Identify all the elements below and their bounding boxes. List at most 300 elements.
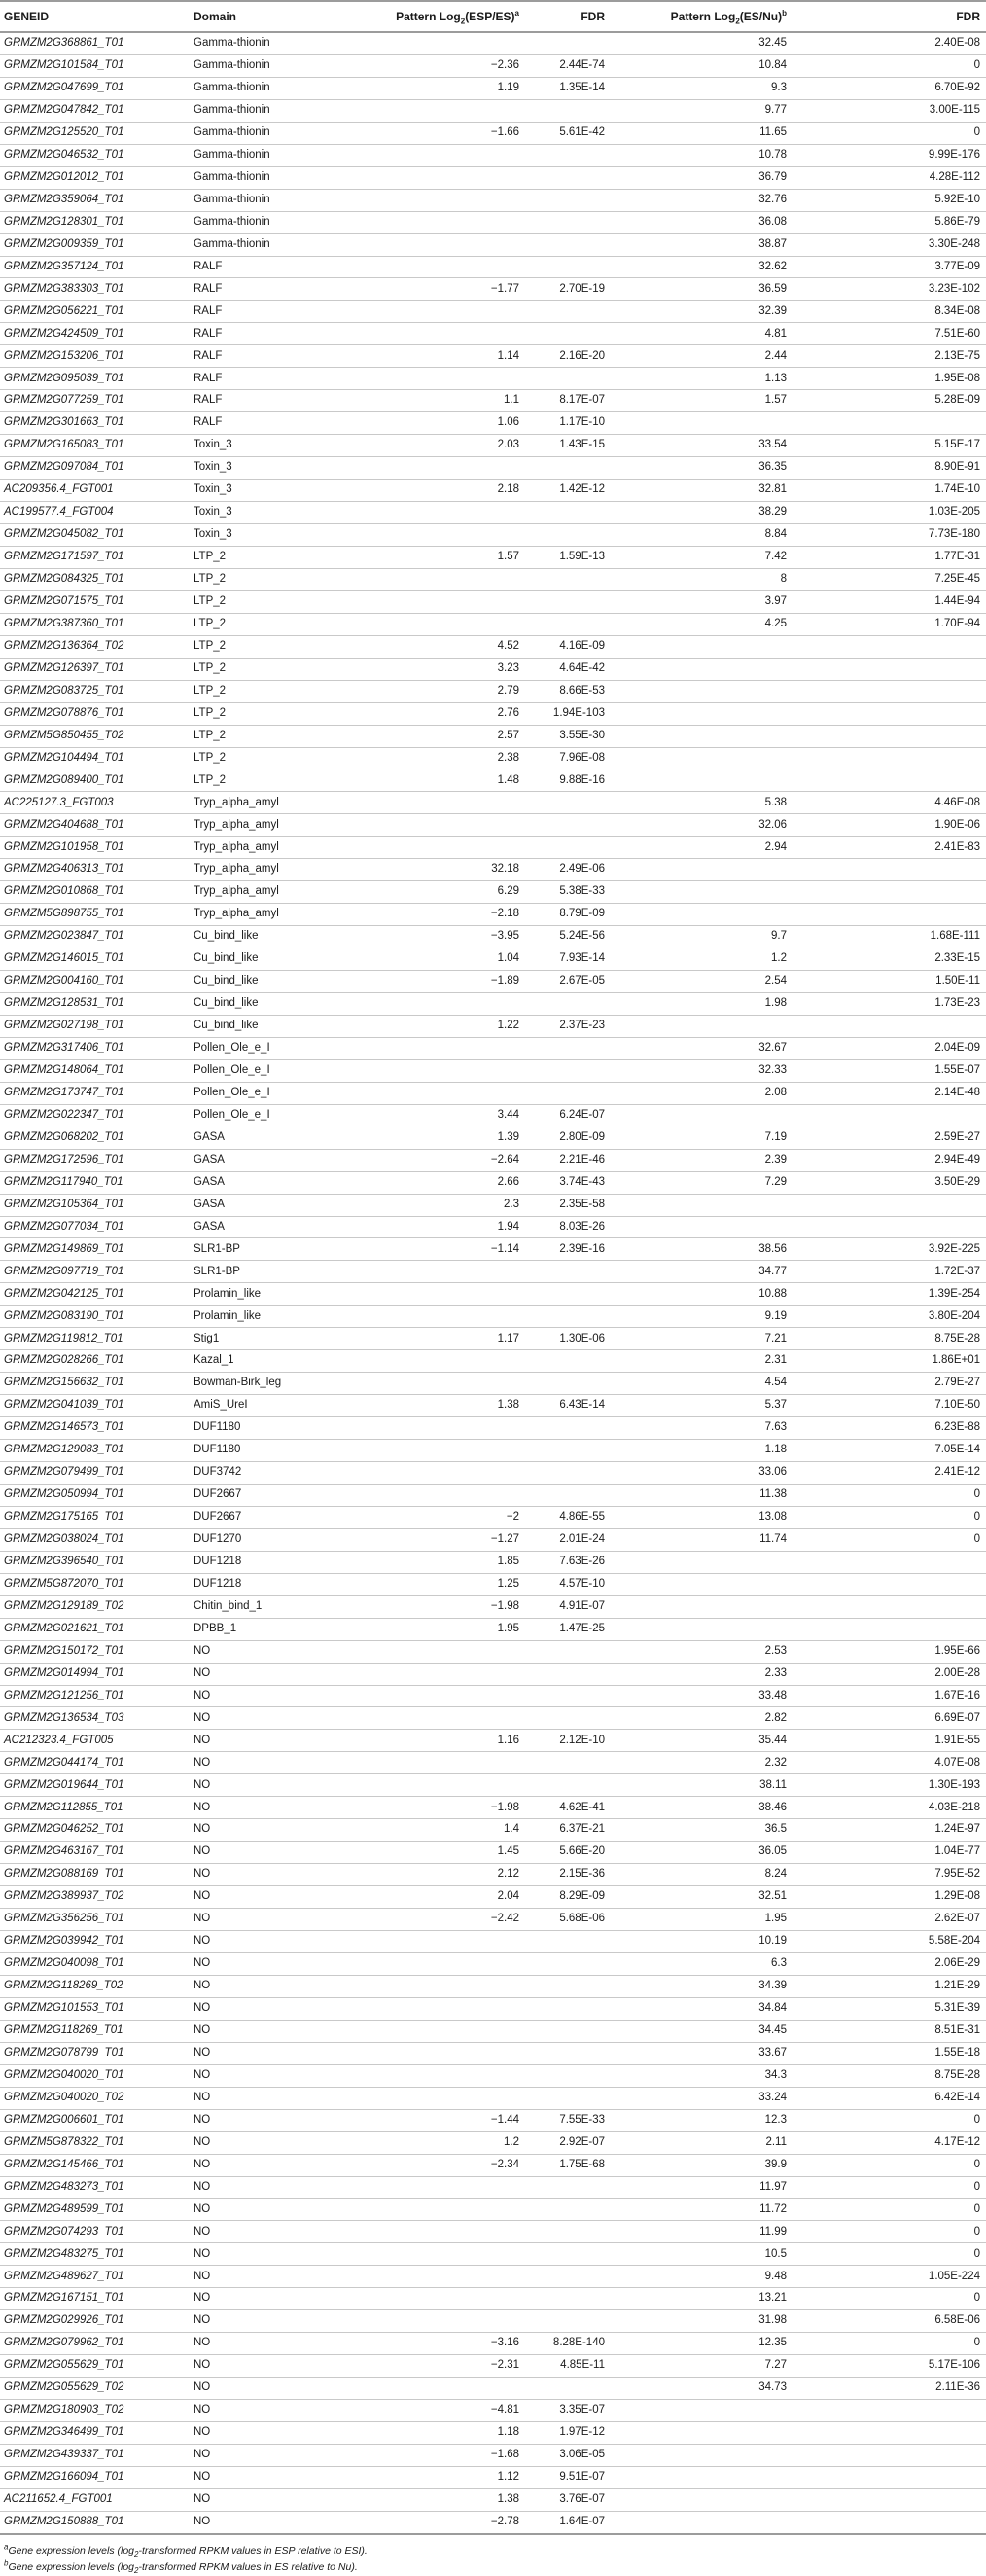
- table-row: [0, 390, 986, 412]
- cell-fdr-1: 8.03E-26: [525, 1216, 611, 1238]
- cell-fdr-2: 5.17E-106: [792, 2355, 986, 2378]
- cell-geneid: GRMZM2G156632_T01: [0, 1373, 190, 1395]
- cell-fdr-1: [525, 457, 611, 480]
- cell-domain: NO: [190, 1797, 374, 1819]
- cell-domain: NO: [190, 2488, 374, 2511]
- table-row: [0, 1395, 986, 1417]
- cell-pattern-es-nu: 9.3: [611, 77, 792, 99]
- cell-fdr-2: 0: [792, 54, 986, 77]
- cell-fdr-2: 1.30E-193: [792, 1774, 986, 1797]
- cell-geneid: AC211652.4_FGT001: [0, 2488, 190, 2511]
- table-row: [0, 613, 986, 635]
- cell-fdr-2: 2.13E-75: [792, 345, 986, 368]
- cell-geneid: GRMZM2G165083_T01: [0, 435, 190, 457]
- cell-pattern-es-nu: 38.56: [611, 1238, 792, 1261]
- cell-geneid: GRMZM2G079499_T01: [0, 1462, 190, 1485]
- table-row: [0, 948, 986, 971]
- cell-fdr-2: 6.42E-14: [792, 2087, 986, 2109]
- cell-fdr-1: [525, 1462, 611, 1485]
- cell-domain: NO: [190, 2087, 374, 2109]
- cell-fdr-1: [525, 189, 611, 211]
- cell-pattern-esp-es: [374, 166, 525, 189]
- table-row: [0, 1283, 986, 1306]
- table-row: [0, 368, 986, 390]
- cell-fdr-2: [792, 2488, 986, 2511]
- cell-geneid: GRMZM2G039942_T01: [0, 1931, 190, 1953]
- cell-geneid: GRMZM2G439337_T01: [0, 2444, 190, 2466]
- cell-geneid: GRMZM2G146573_T01: [0, 1417, 190, 1440]
- cell-domain: Cu_bind_like: [190, 948, 374, 971]
- cell-fdr-2: 1.95E-66: [792, 1640, 986, 1663]
- table-row: [0, 480, 986, 502]
- cell-fdr-1: [525, 1707, 611, 1730]
- cell-pattern-esp-es: [374, 1440, 525, 1462]
- cell-fdr-2: 8.75E-28: [792, 2064, 986, 2087]
- cell-pattern-es-nu: 36.59: [611, 278, 792, 301]
- cell-fdr-1: [525, 502, 611, 524]
- cell-fdr-2: 1.72E-37: [792, 1261, 986, 1283]
- cell-domain: DUF2667: [190, 1484, 374, 1506]
- table-row: [0, 1886, 986, 1909]
- cell-fdr-1: [525, 2020, 611, 2042]
- cell-fdr-1: 2.15E-36: [525, 1864, 611, 1886]
- cell-domain: RALF: [190, 390, 374, 412]
- table-row: [0, 1528, 986, 1551]
- cell-domain: NO: [190, 2176, 374, 2199]
- cell-pattern-esp-es: −4.81: [374, 2400, 525, 2422]
- cell-domain: Pollen_Ole_e_I: [190, 1082, 374, 1104]
- cell-fdr-1: [525, 323, 611, 345]
- cell-pattern-es-nu: 7.42: [611, 546, 792, 568]
- table-row: [0, 1261, 986, 1283]
- cell-geneid: GRMZM2G125520_T01: [0, 122, 190, 144]
- cell-fdr-1: [525, 2378, 611, 2400]
- cell-geneid: GRMZM2G483275_T01: [0, 2243, 190, 2266]
- cell-geneid: GRMZM2G038024_T01: [0, 1528, 190, 1551]
- cell-domain: Cu_bind_like: [190, 992, 374, 1015]
- table-row: [0, 2511, 986, 2533]
- table-row: [0, 1306, 986, 1328]
- table-row: [0, 1595, 986, 1618]
- cell-domain: DUF3742: [190, 1462, 374, 1485]
- cell-pattern-esp-es: 1.85: [374, 1551, 525, 1573]
- cell-domain: RALF: [190, 412, 374, 435]
- cell-pattern-esp-es: [374, 189, 525, 211]
- header-pattern-esp-es-suffix: (ESP/ES): [465, 10, 515, 23]
- cell-fdr-1: 5.24E-56: [525, 926, 611, 948]
- cell-pattern-es-nu: 2.94: [611, 837, 792, 859]
- cell-fdr-1: [525, 256, 611, 278]
- cell-fdr-1: 5.66E-20: [525, 1842, 611, 1864]
- cell-pattern-esp-es: [374, 2243, 525, 2266]
- cell-pattern-es-nu: 7.21: [611, 1328, 792, 1350]
- cell-fdr-2: [792, 1551, 986, 1573]
- cell-geneid: GRMZM2G128301_T01: [0, 211, 190, 233]
- cell-domain: DUF1218: [190, 1573, 374, 1595]
- cell-geneid: GRMZM2G046532_T01: [0, 144, 190, 166]
- cell-fdr-2: 1.44E-94: [792, 590, 986, 613]
- cell-pattern-esp-es: −2.18: [374, 904, 525, 926]
- table-row: [0, 1640, 986, 1663]
- table-row: [0, 412, 986, 435]
- cell-pattern-esp-es: [374, 2288, 525, 2310]
- cell-domain: Pollen_Ole_e_I: [190, 1059, 374, 1082]
- header-pattern-es-nu-prefix: Pattern Log: [670, 10, 736, 23]
- cell-domain: NO: [190, 2378, 374, 2400]
- table-row: [0, 1931, 986, 1953]
- cell-fdr-2: 0: [792, 1506, 986, 1528]
- table-row: [0, 2333, 986, 2355]
- table-row: [0, 345, 986, 368]
- table-row: [0, 54, 986, 77]
- cell-geneid: GRMZM2G047842_T01: [0, 99, 190, 122]
- cell-domain: NO: [190, 1752, 374, 1774]
- cell-fdr-1: [525, 1685, 611, 1707]
- cell-pattern-es-nu: 35.44: [611, 1730, 792, 1752]
- table-row: [0, 2042, 986, 2064]
- cell-fdr-1: [525, 2310, 611, 2333]
- cell-pattern-esp-es: 2.79: [374, 680, 525, 702]
- header-fdr-2: FDR: [792, 1, 986, 32]
- cell-geneid: GRMZM2G101958_T01: [0, 837, 190, 859]
- cell-pattern-es-nu: [611, 904, 792, 926]
- cell-pattern-esp-es: 1.19: [374, 77, 525, 99]
- cell-fdr-2: 1.86E+01: [792, 1350, 986, 1373]
- cell-pattern-esp-es: 1.2: [374, 2131, 525, 2154]
- cell-geneid: GRMZM2G101584_T01: [0, 54, 190, 77]
- table-row: [0, 502, 986, 524]
- cell-pattern-esp-es: 1.38: [374, 1395, 525, 1417]
- cell-geneid: GRMZM2G359064_T01: [0, 189, 190, 211]
- table-row: [0, 2288, 986, 2310]
- table-row: [0, 814, 986, 837]
- cell-domain: DPBB_1: [190, 1618, 374, 1640]
- cell-fdr-2: 8.90E-91: [792, 457, 986, 480]
- cell-fdr-2: 1.05E-224: [792, 2266, 986, 2288]
- cell-pattern-esp-es: 1.94: [374, 1216, 525, 1238]
- cell-fdr-1: 8.29E-09: [525, 1886, 611, 1909]
- cell-geneid: GRMZM2G083190_T01: [0, 1306, 190, 1328]
- table-row: [0, 1997, 986, 2020]
- cell-fdr-2: 5.86E-79: [792, 211, 986, 233]
- cell-fdr-1: [525, 1484, 611, 1506]
- cell-geneid: GRMZM2G078799_T01: [0, 2042, 190, 2064]
- table-row: [0, 2444, 986, 2466]
- table-row: [0, 301, 986, 323]
- cell-pattern-esp-es: 1.17: [374, 1328, 525, 1350]
- cell-domain: RALF: [190, 368, 374, 390]
- cell-fdr-1: [525, 1373, 611, 1395]
- cell-domain: LTP_2: [190, 680, 374, 702]
- cell-domain: NO: [190, 1663, 374, 1685]
- cell-fdr-2: 5.28E-09: [792, 390, 986, 412]
- table-row: [0, 2266, 986, 2288]
- footnote-b-text-suffix: -transformed RPKM values in ES relative to Nu).: [138, 2560, 358, 2573]
- cell-pattern-es-nu: 7.27: [611, 2355, 792, 2378]
- cell-domain: NO: [190, 2310, 374, 2333]
- table-row: [0, 2378, 986, 2400]
- cell-pattern-es-nu: 38.46: [611, 1797, 792, 1819]
- table-row: [0, 1618, 986, 1640]
- cell-domain: NO: [190, 1952, 374, 1975]
- cell-fdr-1: [525, 1931, 611, 1953]
- cell-pattern-esp-es: 1.45: [374, 1842, 525, 1864]
- cell-fdr-1: 5.38E-33: [525, 881, 611, 904]
- cell-fdr-2: [792, 2444, 986, 2466]
- cell-domain: NO: [190, 1707, 374, 1730]
- cell-domain: Gamma-thionin: [190, 122, 374, 144]
- cell-geneid: GRMZM2G356256_T01: [0, 1909, 190, 1931]
- cell-fdr-2: 2.14E-48: [792, 1082, 986, 1104]
- cell-geneid: GRMZM2G056221_T01: [0, 301, 190, 323]
- cell-pattern-es-nu: 32.45: [611, 32, 792, 54]
- cell-pattern-es-nu: [611, 680, 792, 702]
- cell-geneid: GRMZM2G317406_T01: [0, 1037, 190, 1059]
- cell-geneid: GRMZM2G145466_T01: [0, 2154, 190, 2176]
- cell-fdr-2: 1.55E-07: [792, 1059, 986, 1082]
- table-footnotes: [0, 2543, 986, 2576]
- cell-fdr-2: 2.79E-27: [792, 1373, 986, 1395]
- table-row: [0, 2355, 986, 2378]
- cell-pattern-es-nu: 2.31: [611, 1350, 792, 1373]
- cell-pattern-esp-es: [374, 523, 525, 546]
- cell-fdr-1: 8.66E-53: [525, 680, 611, 702]
- cell-pattern-es-nu: 33.54: [611, 435, 792, 457]
- cell-geneid: GRMZM2G150172_T01: [0, 1640, 190, 1663]
- cell-domain: NO: [190, 1685, 374, 1707]
- table-row: [0, 166, 986, 189]
- cell-geneid: GRMZM2G040020_T02: [0, 2087, 190, 2109]
- cell-pattern-esp-es: 2.66: [374, 1171, 525, 1194]
- cell-pattern-es-nu: 32.06: [611, 814, 792, 837]
- cell-fdr-2: 2.94E-49: [792, 1149, 986, 1171]
- cell-pattern-esp-es: 2.18: [374, 480, 525, 502]
- cell-geneid: GRMZM2G009359_T01: [0, 233, 190, 256]
- cell-fdr-2: 7.25E-45: [792, 568, 986, 590]
- cell-geneid: GRMZM2G095039_T01: [0, 368, 190, 390]
- table-row: [0, 189, 986, 211]
- cell-geneid: GRMZM2G129083_T01: [0, 1440, 190, 1462]
- cell-pattern-es-nu: 6.3: [611, 1952, 792, 1975]
- cell-pattern-esp-es: [374, 2087, 525, 2109]
- cell-fdr-1: [525, 1640, 611, 1663]
- table-row: [0, 1864, 986, 1886]
- cell-pattern-es-nu: 4.54: [611, 1373, 792, 1395]
- table-row: [0, 1551, 986, 1573]
- table-row: [0, 144, 986, 166]
- cell-pattern-es-nu: [611, 2421, 792, 2444]
- table-row: [0, 2488, 986, 2511]
- cell-pattern-esp-es: 1.48: [374, 769, 525, 792]
- cell-fdr-2: [792, 904, 986, 926]
- cell-pattern-esp-es: 2.04: [374, 1886, 525, 1909]
- cell-pattern-es-nu: [611, 2466, 792, 2488]
- cell-pattern-esp-es: [374, 1663, 525, 1685]
- cell-pattern-esp-es: [374, 568, 525, 590]
- cell-pattern-esp-es: 1.4: [374, 1819, 525, 1842]
- cell-pattern-es-nu: [611, 1015, 792, 1037]
- table-row: [0, 2400, 986, 2422]
- cell-fdr-1: 4.86E-55: [525, 1506, 611, 1528]
- cell-pattern-esp-es: [374, 1685, 525, 1707]
- cell-fdr-2: 5.15E-17: [792, 435, 986, 457]
- cell-fdr-2: 8.75E-28: [792, 1328, 986, 1350]
- cell-pattern-esp-es: [374, 1082, 525, 1104]
- cell-fdr-1: [525, 99, 611, 122]
- cell-pattern-esp-es: 1.25: [374, 1573, 525, 1595]
- cell-geneid: AC225127.3_FGT003: [0, 792, 190, 814]
- cell-fdr-1: 1.59E-13: [525, 546, 611, 568]
- cell-geneid: GRMZM2G046252_T01: [0, 1819, 190, 1842]
- table-row: [0, 1082, 986, 1104]
- cell-pattern-es-nu: 3.97: [611, 590, 792, 613]
- table-row: [0, 568, 986, 590]
- cell-fdr-2: 1.90E-06: [792, 814, 986, 837]
- cell-geneid: GRMZM2G167151_T01: [0, 2288, 190, 2310]
- footnote-a-mark: a: [4, 2542, 9, 2552]
- cell-fdr-1: 2.70E-19: [525, 278, 611, 301]
- cell-domain: NO: [190, 2288, 374, 2310]
- cell-geneid: GRMZM2G404688_T01: [0, 814, 190, 837]
- cell-fdr-1: [525, 301, 611, 323]
- table-row: [0, 1059, 986, 1082]
- cell-pattern-es-nu: 9.19: [611, 1306, 792, 1328]
- cell-domain: Chitin_bind_1: [190, 1595, 374, 1618]
- cell-pattern-es-nu: 38.29: [611, 502, 792, 524]
- cell-fdr-1: 4.62E-41: [525, 1797, 611, 1819]
- cell-domain: NO: [190, 2131, 374, 2154]
- cell-domain: NO: [190, 2154, 374, 2176]
- cell-domain: Gamma-thionin: [190, 166, 374, 189]
- cell-pattern-es-nu: 11.72: [611, 2199, 792, 2221]
- cell-pattern-es-nu: [611, 1595, 792, 1618]
- cell-pattern-esp-es: [374, 1306, 525, 1328]
- cell-fdr-1: [525, 2243, 611, 2266]
- footnote-a-text-suffix: -transformed RPKM values in ESP relative to ESI).: [138, 2544, 368, 2557]
- cell-pattern-es-nu: 13.08: [611, 1506, 792, 1528]
- cell-pattern-esp-es: 1.22: [374, 1015, 525, 1037]
- cell-pattern-esp-es: [374, 2199, 525, 2221]
- cell-fdr-2: [792, 725, 986, 747]
- cell-domain: NO: [190, 1819, 374, 1842]
- cell-domain: Toxin_3: [190, 457, 374, 480]
- cell-pattern-es-nu: 5.37: [611, 1395, 792, 1417]
- cell-fdr-1: 2.49E-06: [525, 859, 611, 881]
- table-row: [0, 1104, 986, 1127]
- cell-fdr-1: 6.24E-07: [525, 1104, 611, 1127]
- cell-geneid: GRMZM2G074293_T01: [0, 2221, 190, 2243]
- cell-geneid: GRMZM2G010868_T01: [0, 881, 190, 904]
- cell-geneid: GRMZM2G489599_T01: [0, 2199, 190, 2221]
- cell-pattern-es-nu: [611, 1216, 792, 1238]
- header-pattern-esp-es: [374, 1, 525, 32]
- cell-fdr-2: [792, 2421, 986, 2444]
- cell-fdr-2: 6.70E-92: [792, 77, 986, 99]
- cell-domain: Prolamin_like: [190, 1306, 374, 1328]
- cell-pattern-esp-es: [374, 992, 525, 1015]
- cell-pattern-es-nu: 32.62: [611, 256, 792, 278]
- cell-pattern-esp-es: 6.29: [374, 881, 525, 904]
- table-row: [0, 1797, 986, 1819]
- cell-geneid: GRMZM2G078876_T01: [0, 702, 190, 725]
- cell-pattern-esp-es: 1.95: [374, 1618, 525, 1640]
- cell-pattern-esp-es: 1.57: [374, 546, 525, 568]
- cell-pattern-es-nu: 32.51: [611, 1886, 792, 1909]
- cell-pattern-esp-es: −2.64: [374, 1149, 525, 1171]
- cell-fdr-1: [525, 1261, 611, 1283]
- table-row: [0, 1752, 986, 1774]
- cell-domain: Gamma-thionin: [190, 211, 374, 233]
- cell-fdr-2: 1.70E-94: [792, 613, 986, 635]
- table-row: [0, 457, 986, 480]
- cell-geneid: GRMZM2G489627_T01: [0, 2266, 190, 2288]
- cell-fdr-1: 2.16E-20: [525, 345, 611, 368]
- cell-fdr-1: 2.37E-23: [525, 1015, 611, 1037]
- cell-geneid: AC199577.4_FGT004: [0, 502, 190, 524]
- cell-fdr-1: [525, 1975, 611, 1997]
- cell-pattern-esp-es: [374, 211, 525, 233]
- cell-pattern-esp-es: 1.14: [374, 345, 525, 368]
- cell-pattern-esp-es: −1.89: [374, 971, 525, 993]
- cell-pattern-es-nu: 9.77: [611, 99, 792, 122]
- table-row: [0, 1975, 986, 1997]
- cell-pattern-esp-es: −1.68: [374, 2444, 525, 2466]
- cell-fdr-2: 0: [792, 2154, 986, 2176]
- header-domain: Domain: [190, 1, 374, 32]
- cell-domain: NO: [190, 2466, 374, 2488]
- cell-fdr-1: 5.68E-06: [525, 1909, 611, 1931]
- table-row: [0, 77, 986, 99]
- cell-fdr-1: [525, 1952, 611, 1975]
- cell-pattern-es-nu: 11.99: [611, 2221, 792, 2243]
- cell-pattern-es-nu: [611, 1618, 792, 1640]
- cell-pattern-es-nu: [611, 635, 792, 658]
- cell-geneid: GRMZM2G077034_T01: [0, 1216, 190, 1238]
- cell-pattern-es-nu: 2.44: [611, 345, 792, 368]
- cell-geneid: GRMZM2G088169_T01: [0, 1864, 190, 1886]
- cell-pattern-es-nu: [611, 725, 792, 747]
- cell-geneid: GRMZM2G079962_T01: [0, 2333, 190, 2355]
- cell-geneid: GRMZM2G357124_T01: [0, 256, 190, 278]
- cell-fdr-2: 6.58E-06: [792, 2310, 986, 2333]
- cell-geneid: GRMZM2G126397_T01: [0, 658, 190, 680]
- cell-geneid: GRMZM2G027198_T01: [0, 1015, 190, 1037]
- table-row: [0, 1819, 986, 1842]
- table-row: [0, 792, 986, 814]
- cell-pattern-es-nu: 13.21: [611, 2288, 792, 2310]
- cell-fdr-2: 2.40E-08: [792, 32, 986, 54]
- footnote-a-text-prefix: Gene expression levels (log: [8, 2544, 135, 2557]
- cell-domain: RALF: [190, 278, 374, 301]
- table-row: [0, 2221, 986, 2243]
- cell-domain: LTP_2: [190, 702, 374, 725]
- cell-fdr-1: 1.17E-10: [525, 412, 611, 435]
- table-row: [0, 211, 986, 233]
- table-row: [0, 881, 986, 904]
- table-row: [0, 1730, 986, 1752]
- cell-geneid: GRMZM2G021621_T01: [0, 1618, 190, 1640]
- cell-domain: NO: [190, 1931, 374, 1953]
- cell-domain: AmiS_UreI: [190, 1395, 374, 1417]
- cell-fdr-1: [525, 837, 611, 859]
- cell-geneid: GRMZM2G149869_T01: [0, 1238, 190, 1261]
- cell-geneid: GRMZM2G101553_T01: [0, 1997, 190, 2020]
- cell-domain: SLR1-BP: [190, 1261, 374, 1283]
- cell-pattern-esp-es: [374, 837, 525, 859]
- cell-geneid: GRMZM2G368861_T01: [0, 32, 190, 54]
- cell-geneid: GRMZM2G346499_T01: [0, 2421, 190, 2444]
- cell-geneid: GRMZM2G077259_T01: [0, 390, 190, 412]
